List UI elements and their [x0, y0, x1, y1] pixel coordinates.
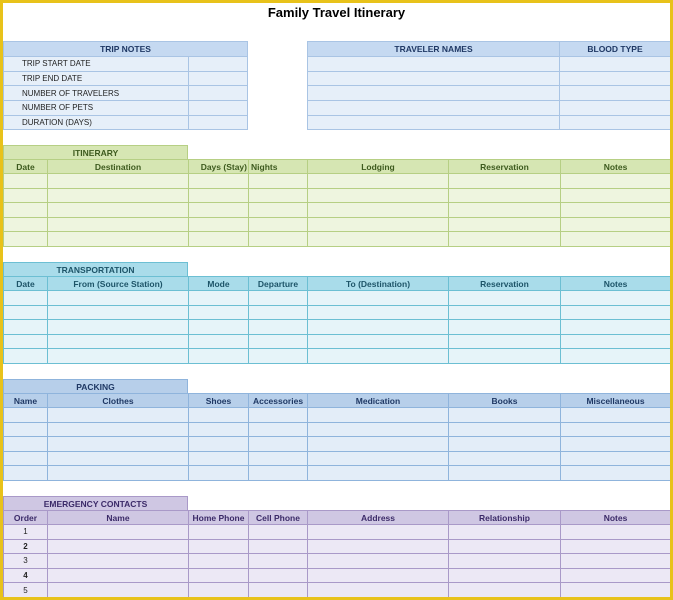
- data-cell[interactable]: [561, 305, 671, 320]
- table-row: [4, 568, 671, 583]
- data-cell[interactable]: [561, 554, 671, 569]
- emergency-col-home-phone: Home Phone: [189, 511, 249, 525]
- traveler-name-cell[interactable]: [308, 86, 560, 101]
- itinerary-col-days-stay: Days (Stay): [189, 160, 249, 174]
- number-of-travelers-cell[interactable]: [189, 86, 248, 101]
- itinerary-col-nights: Nights: [249, 160, 308, 174]
- itinerary-col-notes: Notes: [561, 160, 671, 174]
- data-cell[interactable]: [4, 203, 48, 218]
- data-cell[interactable]: [249, 422, 308, 437]
- data-cell[interactable]: [189, 451, 249, 466]
- packing-col-shoes: Shoes: [189, 394, 249, 408]
- data-cell[interactable]: [449, 451, 561, 466]
- data-cell[interactable]: [561, 568, 671, 583]
- data-cell[interactable]: [249, 291, 308, 306]
- data-cell[interactable]: [4, 408, 48, 423]
- emergency-col-notes: Notes: [561, 511, 671, 525]
- number-of-travelers-label: NUMBER OF TRAVELERS: [4, 86, 189, 101]
- emergency-col-order: Order: [4, 511, 48, 525]
- data-cell[interactable]: [189, 583, 249, 597]
- data-cell[interactable]: [308, 305, 449, 320]
- data-cell[interactable]: [561, 334, 671, 349]
- data-cell[interactable]: [48, 539, 189, 554]
- data-cell[interactable]: [308, 525, 449, 540]
- packing-col-miscellaneous: Miscellaneous: [561, 394, 671, 408]
- data-cell[interactable]: [308, 437, 449, 452]
- data-cell[interactable]: [561, 466, 671, 481]
- data-cell[interactable]: [249, 408, 308, 423]
- data-cell[interactable]: [449, 188, 561, 203]
- data-cell[interactable]: [561, 422, 671, 437]
- table-row: [308, 86, 671, 101]
- traveler-name-cell[interactable]: [308, 57, 560, 72]
- transport-col-from: From (Source Station): [48, 277, 189, 291]
- data-cell[interactable]: [189, 408, 249, 423]
- data-cell[interactable]: [4, 217, 48, 232]
- data-cell[interactable]: [449, 217, 561, 232]
- data-cell[interactable]: [561, 320, 671, 335]
- data-cell[interactable]: [249, 174, 308, 189]
- order-number: 5: [4, 583, 48, 597]
- data-cell[interactable]: [308, 408, 449, 423]
- data-cell[interactable]: [308, 466, 449, 481]
- table-row: [308, 115, 671, 130]
- spreadsheet: [3, 3, 670, 597]
- table-row: [4, 466, 671, 481]
- table-row: [4, 539, 671, 554]
- data-cell[interactable]: [308, 554, 449, 569]
- data-cell[interactable]: [189, 554, 249, 569]
- data-cell[interactable]: [189, 320, 249, 335]
- emergency-col-cell-phone: Cell Phone: [249, 511, 308, 525]
- data-cell[interactable]: [308, 232, 449, 247]
- duration-days-label: DURATION (DAYS): [4, 115, 189, 130]
- data-cell[interactable]: [189, 539, 249, 554]
- data-cell[interactable]: [449, 349, 561, 364]
- data-cell[interactable]: [189, 437, 249, 452]
- blood-type-cell[interactable]: [560, 101, 671, 116]
- data-cell[interactable]: [189, 568, 249, 583]
- data-cell[interactable]: [189, 466, 249, 481]
- data-cell[interactable]: [561, 525, 671, 540]
- data-cell[interactable]: [449, 320, 561, 335]
- table-row: [4, 174, 671, 189]
- trip-notes-table: [3, 41, 248, 130]
- data-cell[interactable]: [189, 174, 249, 189]
- table-row: [4, 554, 671, 569]
- traveler-name-cell[interactable]: [308, 101, 560, 116]
- table-row: [4, 334, 671, 349]
- table-row: [4, 217, 671, 232]
- data-cell[interactable]: [249, 217, 308, 232]
- table-row: [4, 320, 671, 335]
- data-cell[interactable]: [561, 451, 671, 466]
- data-cell[interactable]: [4, 451, 48, 466]
- data-cell[interactable]: [48, 334, 189, 349]
- data-cell[interactable]: [449, 291, 561, 306]
- data-cell[interactable]: [189, 217, 249, 232]
- page-title: Family Travel Itinerary: [267, 5, 406, 20]
- data-cell[interactable]: [249, 349, 308, 364]
- data-cell[interactable]: [189, 334, 249, 349]
- data-cell[interactable]: [4, 466, 48, 481]
- data-cell[interactable]: [48, 174, 189, 189]
- data-cell[interactable]: [449, 408, 561, 423]
- data-cell[interactable]: [449, 583, 561, 597]
- data-cell[interactable]: [449, 422, 561, 437]
- order-number: 2: [4, 539, 48, 554]
- table-row: [4, 305, 671, 320]
- data-cell[interactable]: [189, 291, 249, 306]
- data-cell[interactable]: [189, 422, 249, 437]
- data-cell[interactable]: [189, 232, 249, 247]
- trip-start-date-cell[interactable]: [189, 57, 248, 72]
- itinerary-col-reservation: Reservation: [449, 160, 561, 174]
- table-row: [4, 349, 671, 364]
- packing-col-clothes: Clothes: [48, 394, 189, 408]
- itinerary-rows: [4, 174, 671, 247]
- data-cell[interactable]: [449, 305, 561, 320]
- transport-col-mode: Mode: [189, 277, 249, 291]
- data-cell[interactable]: [4, 334, 48, 349]
- data-cell[interactable]: [561, 174, 671, 189]
- data-cell[interactable]: [561, 291, 671, 306]
- table-row: [4, 525, 671, 540]
- data-cell[interactable]: [4, 188, 48, 203]
- traveler-name-cell[interactable]: [308, 71, 560, 86]
- data-cell[interactable]: [48, 320, 189, 335]
- table-row: [308, 101, 671, 116]
- packing-col-books: Books: [449, 394, 561, 408]
- data-cell[interactable]: [48, 583, 189, 597]
- transport-col-date: Date: [4, 277, 48, 291]
- duration-days-cell[interactable]: [189, 115, 248, 130]
- data-cell[interactable]: [48, 408, 189, 423]
- table-row: [4, 203, 671, 218]
- data-cell[interactable]: [308, 422, 449, 437]
- data-cell[interactable]: [48, 188, 189, 203]
- table-row: [4, 57, 248, 72]
- packing-table: [3, 393, 670, 481]
- blood-type-header: BLOOD TYPE: [560, 42, 671, 57]
- data-cell[interactable]: [4, 422, 48, 437]
- data-cell[interactable]: [48, 232, 189, 247]
- data-cell[interactable]: [189, 525, 249, 540]
- table-row: [4, 422, 671, 437]
- packing-col-medication: Medication: [308, 394, 449, 408]
- traveler-name-cell[interactable]: [308, 115, 560, 130]
- traveler-names-table: [307, 41, 670, 130]
- data-cell[interactable]: [4, 349, 48, 364]
- data-cell[interactable]: [249, 203, 308, 218]
- data-cell[interactable]: [561, 232, 671, 247]
- blood-type-cell[interactable]: [560, 115, 671, 130]
- data-cell[interactable]: [48, 217, 189, 232]
- data-cell[interactable]: [308, 188, 449, 203]
- data-cell[interactable]: [249, 334, 308, 349]
- table-row: [4, 115, 248, 130]
- data-cell[interactable]: [449, 539, 561, 554]
- transportation-table: [3, 276, 670, 364]
- transport-col-reservation: Reservation: [449, 277, 561, 291]
- data-cell[interactable]: [449, 568, 561, 583]
- data-cell[interactable]: [249, 466, 308, 481]
- data-cell[interactable]: [48, 203, 189, 218]
- data-cell[interactable]: [48, 466, 189, 481]
- data-cell[interactable]: [561, 437, 671, 452]
- emergency-contacts-table: [3, 510, 670, 597]
- data-cell[interactable]: [48, 554, 189, 569]
- data-cell[interactable]: [4, 320, 48, 335]
- data-cell[interactable]: [308, 217, 449, 232]
- data-cell[interactable]: [48, 568, 189, 583]
- packing-rows: [4, 408, 671, 481]
- table-row: [308, 57, 671, 72]
- number-of-pets-cell[interactable]: [189, 101, 248, 116]
- data-cell[interactable]: [449, 174, 561, 189]
- table-row: [4, 451, 671, 466]
- data-cell[interactable]: [249, 568, 308, 583]
- data-cell[interactable]: [308, 568, 449, 583]
- transport-col-notes: Notes: [561, 277, 671, 291]
- data-cell[interactable]: [189, 203, 249, 218]
- data-cell[interactable]: [561, 349, 671, 364]
- blood-type-cell[interactable]: [560, 57, 671, 72]
- data-cell[interactable]: [4, 232, 48, 247]
- data-cell[interactable]: [308, 291, 449, 306]
- blood-type-cell[interactable]: [560, 86, 671, 101]
- data-cell[interactable]: [308, 320, 449, 335]
- data-cell[interactable]: [48, 422, 189, 437]
- table-row: [4, 291, 671, 306]
- table-row: [4, 86, 248, 101]
- table-row: [4, 71, 248, 86]
- data-cell[interactable]: [48, 291, 189, 306]
- data-cell[interactable]: [48, 525, 189, 540]
- data-cell[interactable]: [308, 349, 449, 364]
- itinerary-col-date: Date: [4, 160, 48, 174]
- emergency-col-relationship: Relationship: [449, 511, 561, 525]
- emergency-col-name: Name: [48, 511, 189, 525]
- data-cell[interactable]: [189, 349, 249, 364]
- data-cell[interactable]: [249, 451, 308, 466]
- transportation-section-label: TRANSPORTATION: [3, 262, 188, 277]
- trip-end-date-cell[interactable]: [189, 71, 248, 86]
- trip-notes-header: TRIP NOTES: [4, 42, 248, 57]
- data-cell[interactable]: [561, 217, 671, 232]
- data-cell[interactable]: [449, 232, 561, 247]
- table-row: [4, 188, 671, 203]
- order-number: 1: [4, 525, 48, 540]
- table-row: [4, 437, 671, 452]
- itinerary-table: [3, 159, 670, 247]
- data-cell[interactable]: [249, 320, 308, 335]
- data-cell[interactable]: [449, 437, 561, 452]
- emergency-col-address: Address: [308, 511, 449, 525]
- data-cell[interactable]: [189, 188, 249, 203]
- table-row: [4, 583, 671, 597]
- data-cell[interactable]: [48, 305, 189, 320]
- data-cell[interactable]: [308, 334, 449, 349]
- table-row: [308, 71, 671, 86]
- data-cell[interactable]: [249, 554, 308, 569]
- data-cell[interactable]: [449, 203, 561, 218]
- table-row: [4, 408, 671, 423]
- traveler-names-header: TRAVELER NAMES: [308, 42, 560, 57]
- data-cell[interactable]: [308, 451, 449, 466]
- table-row: [4, 101, 248, 116]
- data-cell[interactable]: [308, 583, 449, 597]
- blood-type-cell[interactable]: [560, 71, 671, 86]
- data-cell[interactable]: [4, 291, 48, 306]
- data-cell[interactable]: [308, 539, 449, 554]
- data-cell[interactable]: [4, 174, 48, 189]
- data-cell[interactable]: [4, 437, 48, 452]
- data-cell[interactable]: [48, 451, 189, 466]
- order-number: 4: [4, 568, 48, 583]
- transport-col-to: To (Destination): [308, 277, 449, 291]
- data-cell[interactable]: [561, 408, 671, 423]
- data-cell[interactable]: [249, 525, 308, 540]
- itinerary-col-lodging: Lodging: [308, 160, 449, 174]
- transportation-rows: [4, 291, 671, 364]
- data-cell[interactable]: [561, 203, 671, 218]
- data-cell[interactable]: [249, 437, 308, 452]
- data-cell[interactable]: [48, 437, 189, 452]
- data-cell[interactable]: [249, 583, 308, 597]
- packing-col-name: Name: [4, 394, 48, 408]
- data-cell[interactable]: [561, 539, 671, 554]
- transport-col-departure: Departure: [249, 277, 308, 291]
- data-cell[interactable]: [4, 305, 48, 320]
- data-cell[interactable]: [249, 188, 308, 203]
- data-cell[interactable]: [308, 203, 449, 218]
- data-cell[interactable]: [189, 305, 249, 320]
- number-of-pets-label: NUMBER OF PETS: [4, 101, 189, 116]
- trip-end-date-label: TRIP END DATE: [4, 71, 189, 86]
- table-row: [4, 232, 671, 247]
- data-cell[interactable]: [449, 334, 561, 349]
- order-number: 3: [4, 554, 48, 569]
- data-cell[interactable]: [249, 539, 308, 554]
- packing-col-accessories: Accessories: [249, 394, 308, 408]
- data-cell[interactable]: [561, 583, 671, 597]
- data-cell[interactable]: [249, 232, 308, 247]
- data-cell[interactable]: [449, 466, 561, 481]
- itinerary-col-destination: Destination: [48, 160, 189, 174]
- emergency-section-label: EMERGENCY CONTACTS: [3, 496, 188, 511]
- trip-start-date-label: TRIP START DATE: [4, 57, 189, 72]
- data-cell[interactable]: [449, 554, 561, 569]
- data-cell[interactable]: [308, 174, 449, 189]
- itinerary-section-label: ITINERARY: [3, 145, 188, 160]
- packing-section-label: PACKING: [3, 379, 188, 394]
- data-cell[interactable]: [561, 188, 671, 203]
- data-cell[interactable]: [449, 525, 561, 540]
- data-cell[interactable]: [249, 305, 308, 320]
- data-cell[interactable]: [48, 349, 189, 364]
